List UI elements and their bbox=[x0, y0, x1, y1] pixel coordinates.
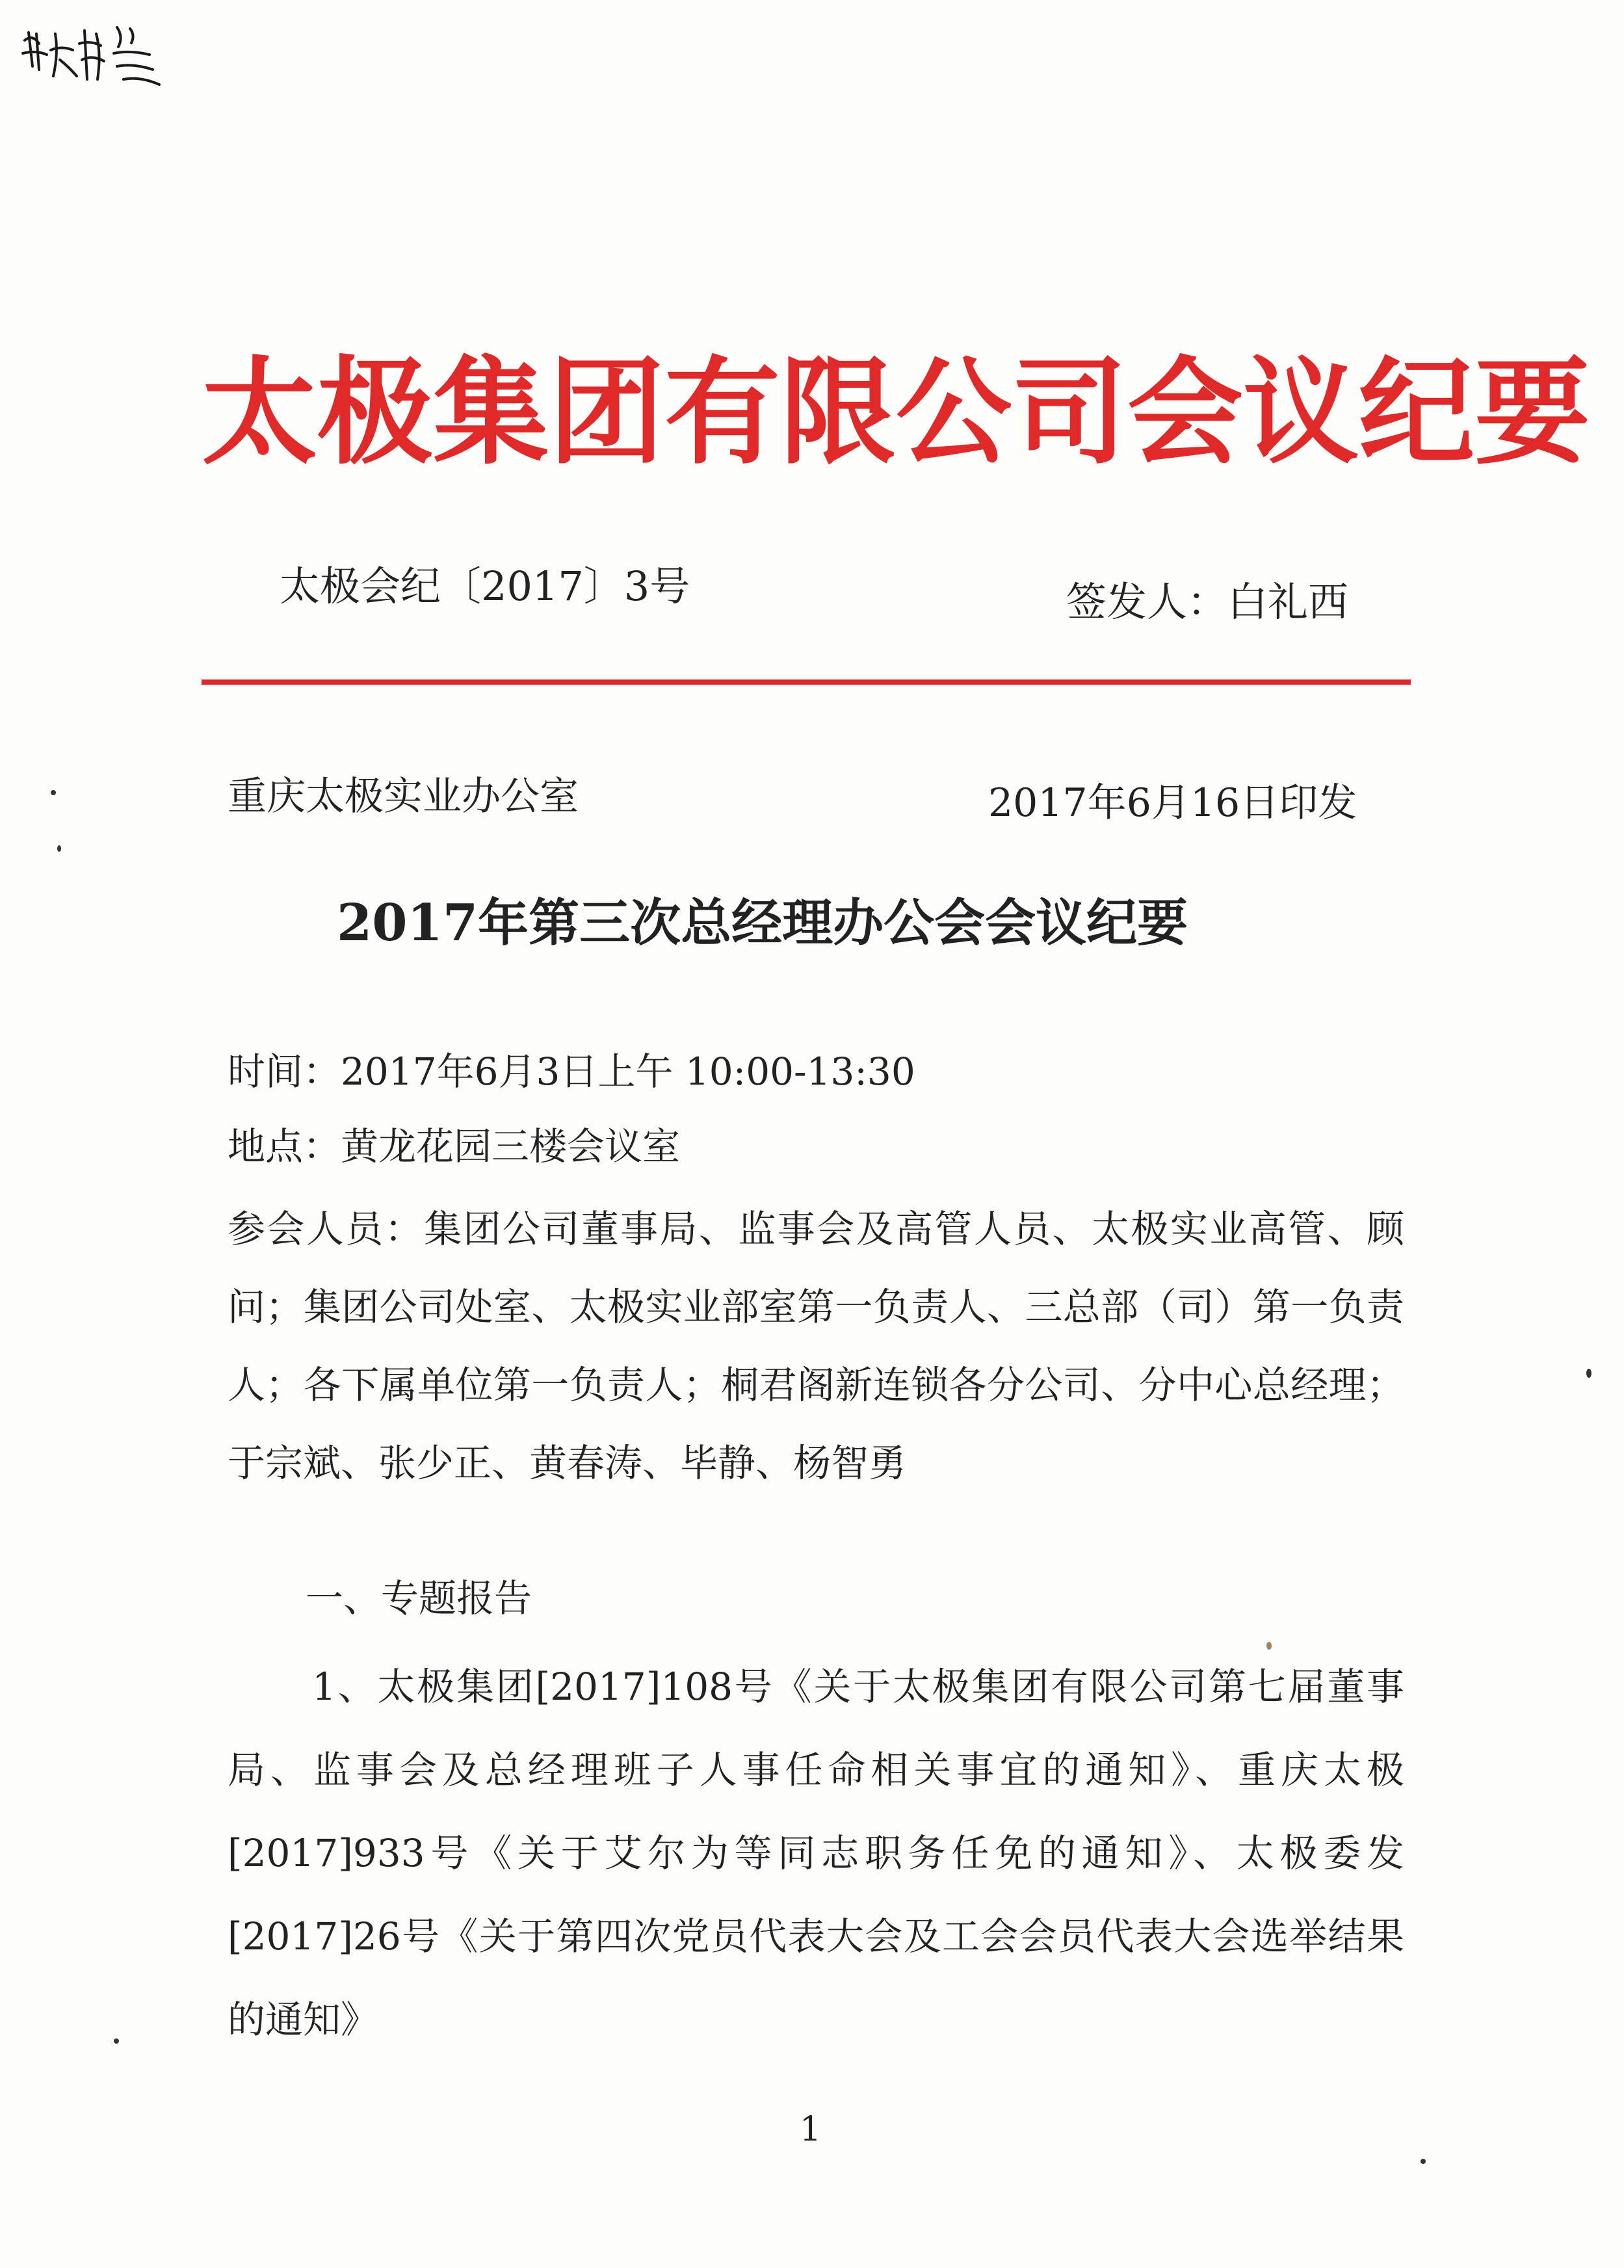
report-paragraph: 1、太极集团[2017]108号《关于太极集团有限公司第七届董事局、监事会及总经理班子人事任命相关事宜的通知》、重庆太极[2017]933号《关于艾尔为等同志职务任免的通知》、太极委发[2017]26号《关于第四次党员代表大会及工会会员代表大会选举结果的通知》 bbox=[228, 1665, 1404, 2042]
scan-speck bbox=[57, 845, 61, 852]
meeting-time: 时间：2017年6月3日上午 10:00-13:30 bbox=[228, 1049, 915, 1094]
section-heading: 一、专题报告 bbox=[306, 1576, 532, 1620]
signer: 签发人：白礼西 bbox=[1066, 578, 1349, 626]
scan-speck bbox=[51, 790, 56, 795]
issue-date: 2017年6月16日印发 bbox=[988, 780, 1357, 826]
red-divider-rule bbox=[202, 679, 1411, 685]
document-number: 太极会纪〔2017〕3号 bbox=[280, 562, 690, 610]
meeting-title: 2017年第三次总经理办公会会议纪要 bbox=[337, 893, 1188, 953]
page-number: 1 bbox=[800, 2110, 822, 2149]
signature-ink bbox=[20, 14, 169, 99]
meeting-attendees: 参会人员：集团公司董事局、监事会及高管人员、太极实业高管、顾问；集团公司处室、太极实业部室第一负责人、三总部（司）第一负责人；各下属单位第一负责人；桐君阁新连锁各分公司、分中心总经理；于宗斌、张少正、黄春涛、毕静、杨智勇 bbox=[228, 1207, 1404, 1485]
document-title: 太极集团有限公司会议纪要 bbox=[202, 345, 1590, 480]
scan-speck bbox=[1586, 1369, 1591, 1378]
issuing-office: 重庆太极实业办公室 bbox=[228, 774, 579, 819]
scan-speck bbox=[1266, 1642, 1272, 1650]
handwritten-signature bbox=[20, 14, 169, 99]
scan-speck bbox=[1421, 2159, 1426, 2164]
scan-speck bbox=[114, 2038, 119, 2044]
meeting-location: 地点：黄龙花园三楼会议室 bbox=[228, 1124, 681, 1168]
